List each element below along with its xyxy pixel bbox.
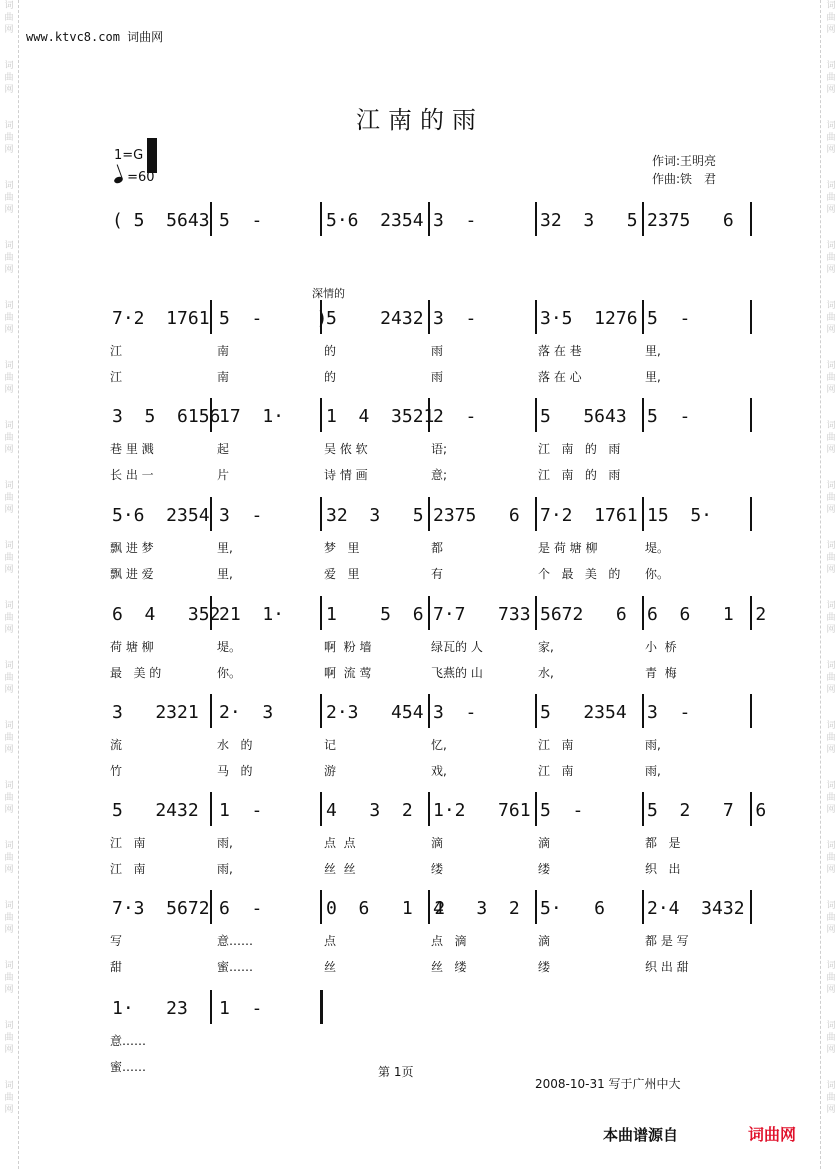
- watermark-text: 词曲网: [826, 181, 836, 215]
- lyric-text: 是 荷 塘 柳: [538, 541, 598, 555]
- lyric-text: 雨,: [645, 738, 661, 752]
- barline: [320, 202, 322, 236]
- score-system: [110, 694, 750, 730]
- note-group: 2·3 454: [326, 702, 424, 723]
- lyric-text: 戏,: [431, 764, 447, 778]
- barline: [750, 398, 752, 432]
- barline: [642, 398, 644, 432]
- watermark-text: 词曲网: [826, 241, 836, 275]
- lyric-text: 荷 塘 柳: [110, 640, 154, 654]
- right-watermark-strip: [824, 0, 838, 1140]
- watermark-text: 词曲网: [4, 721, 14, 755]
- lyric-text: 马 的: [217, 764, 253, 778]
- lyric-text: 都 是 写: [645, 934, 689, 948]
- barline: [750, 300, 752, 334]
- lyric-text: 忆,: [431, 738, 447, 752]
- lyric-text: 缕: [538, 862, 551, 876]
- note-group: 3 -: [647, 702, 691, 723]
- note-group: 6 4 352: [112, 604, 221, 625]
- note-group: 5672 6: [540, 604, 627, 625]
- note-group: 5·6 2354: [326, 210, 424, 231]
- lyric-text: 甜: [110, 960, 123, 974]
- note-group: 15 5·: [647, 505, 713, 526]
- barline: [320, 497, 322, 531]
- barline: [320, 694, 322, 728]
- lyric-text: 都 是: [645, 836, 681, 850]
- lyric-text: 丝 缕: [431, 960, 467, 974]
- lyric-text: 水,: [538, 666, 554, 680]
- note-group: 7·7 733: [433, 604, 531, 625]
- note-group: 3 -: [433, 702, 477, 723]
- note-group: 3 2321: [112, 702, 199, 723]
- lyric-text: 堤。: [645, 541, 670, 555]
- source-label: 本曲谱源自: [603, 1126, 679, 1144]
- lyric-text: 片: [217, 468, 230, 482]
- lyric-text: 织 出: [645, 862, 681, 876]
- note-group: 1· 23: [112, 998, 188, 1019]
- barline: [210, 497, 212, 531]
- watermark-text: 词曲网: [4, 541, 14, 575]
- lyric-text: 蜜……: [110, 1060, 147, 1074]
- note-group: ( 5 5643: [112, 210, 210, 231]
- note-group: 2·4 3432: [647, 898, 745, 919]
- note-group: 2 -: [433, 406, 477, 427]
- barline: [210, 990, 212, 1024]
- watermark-text: 词曲网: [4, 421, 14, 455]
- watermark-text: 词曲网: [826, 601, 836, 635]
- lyric-text: 滴: [538, 836, 551, 850]
- note-group: 5 2432: [112, 800, 199, 821]
- watermark-text: 词曲网: [4, 241, 14, 275]
- final-barline: [320, 990, 323, 1024]
- barline: [210, 890, 212, 924]
- barline: [750, 890, 752, 924]
- lyric-text: 流: [110, 738, 123, 752]
- barline: [210, 792, 212, 826]
- watermark-text: 词曲网: [4, 61, 14, 95]
- lyric-text: 江 南 的 雨: [538, 468, 621, 482]
- lyric-text: 啊 流 莺: [324, 666, 372, 680]
- lyric-text: 最 美 的: [110, 666, 162, 680]
- barline: [428, 497, 430, 531]
- lyric-text: 缕: [431, 862, 444, 876]
- note-group: 3 -: [433, 308, 477, 329]
- barline: [428, 596, 430, 630]
- score-system: [110, 792, 767, 828]
- note-group: 5 -: [647, 406, 691, 427]
- note-group: 1 -: [219, 800, 263, 821]
- lyric-text: 意……: [110, 1034, 147, 1048]
- note-group: 6 -: [219, 898, 263, 919]
- lyric-text: 吴 侬 软: [324, 442, 368, 456]
- composer: 作曲:铁 君: [652, 172, 717, 186]
- lyric-text: 巷 里 溅: [110, 442, 154, 456]
- note-group: 4 3 2: [326, 800, 413, 821]
- composition-date: 2008-10-31 写于广州中大: [535, 1077, 681, 1091]
- lyric-text: 丝: [324, 960, 337, 974]
- watermark-text: 词曲网: [4, 1, 14, 35]
- lyric-text: 里,: [645, 370, 661, 384]
- lyric-text: 你。: [645, 567, 670, 581]
- page-number: 第 1页: [378, 1065, 414, 1079]
- watermark-text: 词曲网: [4, 181, 14, 215]
- note-group: 7·3 5672: [112, 898, 210, 919]
- barline: [750, 202, 752, 236]
- lyric-text: 雨,: [217, 836, 233, 850]
- lyric-text: 诗 情 画: [324, 468, 368, 482]
- barline: [535, 694, 537, 728]
- watermark-text: 词曲网: [4, 1081, 14, 1115]
- lyric-text: 点 滴: [431, 934, 467, 948]
- barline: [535, 497, 537, 531]
- note-group: 5 2432: [326, 308, 424, 329]
- lyric-text: 落 在 巷: [538, 344, 582, 358]
- watermark-text: 词曲网: [826, 541, 836, 575]
- lyric-text: 雨: [431, 344, 444, 358]
- left-watermark-strip: [2, 0, 16, 1140]
- watermark-text: 词曲网: [826, 421, 836, 455]
- lyric-text: 江 南 的 雨: [538, 442, 621, 456]
- lyric-text: 意……: [217, 934, 254, 948]
- watermark-text: 词曲网: [4, 901, 14, 935]
- lyric-text: 游: [324, 764, 337, 778]
- lyric-text: 写: [110, 934, 123, 948]
- watermark-text: 词曲网: [826, 1021, 836, 1055]
- barline: [642, 202, 644, 236]
- brand-logo: 词曲网: [748, 1125, 797, 1144]
- note-group: 5 2 7 6: [647, 800, 767, 821]
- note-group: 4 3 2: [433, 898, 520, 919]
- watermark-text: 词曲网: [826, 781, 836, 815]
- lyric-text: 点 点: [324, 836, 356, 850]
- score-system: [110, 990, 750, 1026]
- lyric-text: 青 梅: [645, 666, 677, 680]
- note-group: 5 -: [540, 800, 584, 821]
- site-header: www.ktvc8.com 词曲网: [26, 30, 164, 44]
- lyric-text: 记: [324, 738, 337, 752]
- lyric-text: 家,: [538, 640, 554, 654]
- note-group: 1 5 6: [326, 604, 424, 625]
- note-group: 1·2 761: [433, 800, 531, 821]
- lyric-text: 长 出 一: [110, 468, 154, 482]
- barline: [210, 202, 212, 236]
- barline: [642, 792, 644, 826]
- lyric-text: 意;: [431, 468, 448, 482]
- note-group: 17 1·: [219, 406, 285, 427]
- right-border-line: [820, 0, 821, 1169]
- lyric-text: 里,: [217, 541, 233, 555]
- barline: [320, 398, 322, 432]
- lyric-text: 里,: [645, 344, 661, 358]
- note-group: 7·2 1761: [540, 505, 638, 526]
- lyric-text: 缕: [538, 960, 551, 974]
- note-group: 5 -: [219, 210, 263, 231]
- lyric-text: 滴: [431, 836, 444, 850]
- note-group: 2· 3: [219, 702, 274, 723]
- note-group: 6 6 1 2: [647, 604, 767, 625]
- watermark-text: 词曲网: [4, 781, 14, 815]
- lyric-text: 南: [217, 344, 230, 358]
- watermark-text: 词曲网: [4, 121, 14, 155]
- time-signature: [147, 138, 155, 166]
- barline: [750, 694, 752, 728]
- lyric-text: 江: [110, 344, 123, 358]
- watermark-text: 词曲网: [826, 121, 836, 155]
- left-border-line: [18, 0, 19, 1169]
- watermark-text: 词曲网: [4, 841, 14, 875]
- lyric-text: 滴: [538, 934, 551, 948]
- barline: [320, 792, 322, 826]
- barline: [642, 497, 644, 531]
- watermark-text: 词曲网: [4, 1021, 14, 1055]
- watermark-text: 词曲网: [4, 481, 14, 515]
- lyric-text: 丝 丝: [324, 862, 356, 876]
- lyric-text: 落 在 心: [538, 370, 582, 384]
- lyric-text: 有: [431, 567, 444, 581]
- note-group: 32 3 5: [326, 505, 424, 526]
- barline: [642, 890, 644, 924]
- lyric-text: 语;: [431, 442, 448, 456]
- watermark-text: 词曲网: [4, 661, 14, 695]
- lyric-text: 飘 进 爱: [110, 567, 154, 581]
- watermark-text: 词曲网: [826, 961, 836, 995]
- lyric-text: 爱 里: [324, 567, 360, 581]
- lyric-text: 江 南: [538, 738, 574, 752]
- lyric-text: 堤。: [217, 640, 242, 654]
- barline: [320, 596, 322, 630]
- barline: [535, 596, 537, 630]
- barline: [428, 694, 430, 728]
- lyric-text: 梦 里: [324, 541, 360, 555]
- key-signature: 1=G: [114, 148, 144, 163]
- song-title: 江南的雨: [356, 106, 484, 134]
- expression-direction: 深情的: [312, 287, 345, 300]
- lyric-text: 都: [431, 541, 444, 555]
- barline: [642, 300, 644, 334]
- lyric-text: 蜜……: [217, 960, 254, 974]
- lyric-text: 江: [110, 370, 123, 384]
- note-group: 5· 6: [540, 898, 606, 919]
- watermark-text: 词曲网: [826, 841, 836, 875]
- lyric-text: 竹: [110, 764, 123, 778]
- note-group: 3·5 1276: [540, 308, 638, 329]
- note-group: 3 5 6156: [112, 406, 221, 427]
- barline: [535, 792, 537, 826]
- watermark-text: 词曲网: [4, 601, 14, 635]
- lyric-text: 飘 进 梦: [110, 541, 154, 555]
- score-system: [110, 202, 750, 238]
- lyric-text: 飞燕的 山: [431, 666, 483, 680]
- watermark-text: 词曲网: [826, 481, 836, 515]
- watermark-text: 词曲网: [4, 361, 14, 395]
- lyric-text: 小 桥: [645, 640, 677, 654]
- lyric-text: 水 的: [217, 738, 253, 752]
- note-group: 0 6 1 2: [326, 898, 446, 919]
- barline: [750, 497, 752, 531]
- tempo-value: =60: [127, 170, 155, 185]
- note-group: 5 - ): [219, 308, 328, 329]
- lyric-text: 啊 粉 墙: [324, 640, 372, 654]
- lyric-text: 江 南: [538, 764, 574, 778]
- barline: [428, 792, 430, 826]
- score-system: [110, 300, 750, 336]
- lyric-text: 雨: [431, 370, 444, 384]
- barline: [642, 694, 644, 728]
- note-group: 3 -: [219, 505, 263, 526]
- score-system: [110, 398, 750, 434]
- watermark-text: 词曲网: [4, 301, 14, 335]
- barline: [642, 596, 644, 630]
- score-system: [110, 497, 750, 533]
- note-group: 7·2 1761: [112, 308, 210, 329]
- barline: [535, 202, 537, 236]
- note-group: 3 -: [433, 210, 477, 231]
- lyric-text: 的: [324, 370, 337, 384]
- lyric-text: 绿瓦的 人: [431, 640, 483, 654]
- lyric-text: 里,: [217, 567, 233, 581]
- lyric-text: 个 最 美 的: [538, 567, 621, 581]
- watermark-text: 词曲网: [826, 61, 836, 95]
- note-group: 2375 6: [433, 505, 520, 526]
- credits: [652, 152, 716, 188]
- barline: [320, 890, 322, 924]
- score-system: [110, 596, 767, 632]
- note-group: 5 -: [647, 308, 691, 329]
- barline: [210, 300, 212, 334]
- note-group: 5 5643: [540, 406, 627, 427]
- lyric-text: 江 南: [110, 836, 146, 850]
- tempo-marking: [114, 170, 155, 185]
- note-group: 5·6 2354: [112, 505, 210, 526]
- lyric-text: 点: [324, 934, 337, 948]
- note-group: 1 4 3521: [326, 406, 435, 427]
- lyric-text: 南: [217, 370, 230, 384]
- watermark-text: 词曲网: [826, 1081, 836, 1115]
- barline: [428, 202, 430, 236]
- note-group: 2375 6: [647, 210, 734, 231]
- note-group: 21 1·: [219, 604, 285, 625]
- barline: [535, 300, 537, 334]
- watermark-text: 词曲网: [826, 361, 836, 395]
- quarter-note-icon: [113, 176, 124, 185]
- watermark-text: 词曲网: [826, 1, 836, 35]
- barline: [210, 694, 212, 728]
- lyricist: 作词:王明亮: [652, 154, 717, 168]
- watermark-text: 词曲网: [826, 661, 836, 695]
- barline: [428, 300, 430, 334]
- lyric-text: 织 出 甜: [645, 960, 689, 974]
- barline: [535, 398, 537, 432]
- watermark-text: 词曲网: [826, 301, 836, 335]
- lyric-text: 的: [324, 344, 337, 358]
- lyric-text: 起: [217, 442, 230, 456]
- barline: [535, 890, 537, 924]
- lyric-text: 雨,: [645, 764, 661, 778]
- score-system: [110, 890, 750, 926]
- lyric-text: 你。: [217, 666, 242, 680]
- watermark-text: 词曲网: [826, 901, 836, 935]
- watermark-text: 词曲网: [4, 961, 14, 995]
- note-group: 5 2354: [540, 702, 627, 723]
- note-group: 1 -: [219, 998, 263, 1019]
- watermark-text: 词曲网: [826, 721, 836, 755]
- lyric-text: 江 南: [110, 862, 146, 876]
- note-group: 32 3 5: [540, 210, 638, 231]
- lyric-text: 雨,: [217, 862, 233, 876]
